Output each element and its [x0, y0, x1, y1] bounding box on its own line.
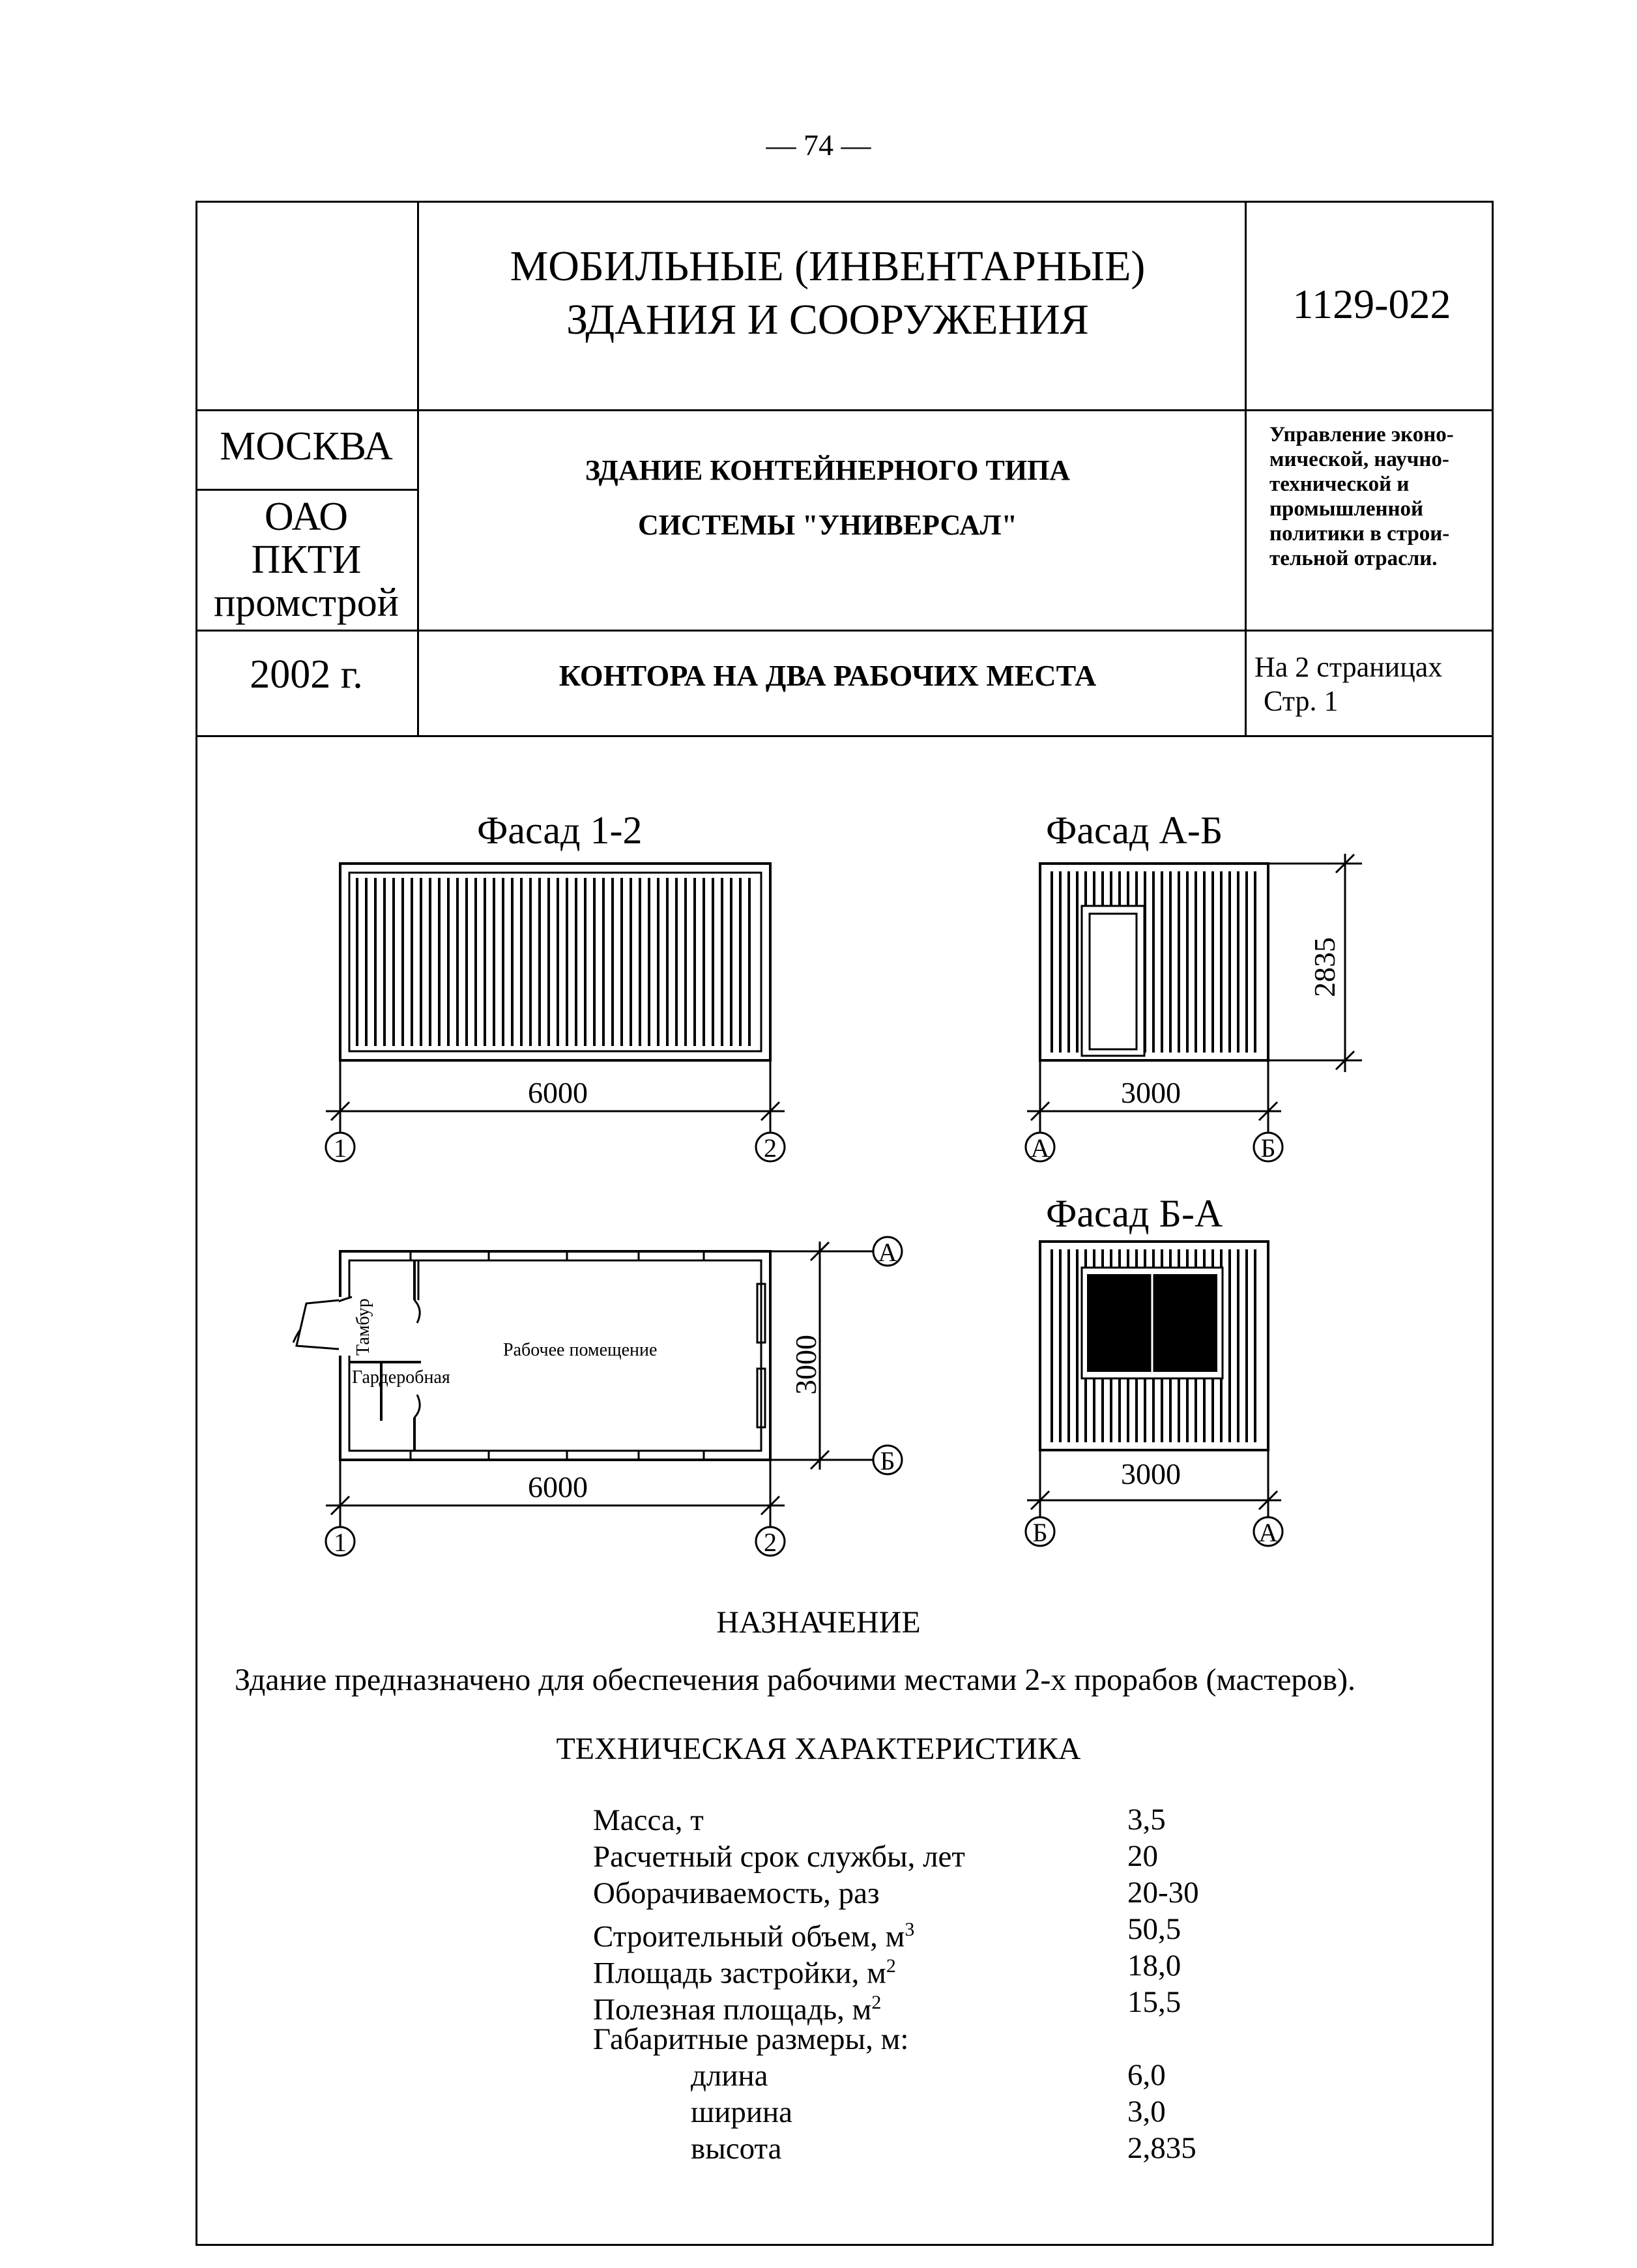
- facade-b-a: [1026, 1242, 1282, 1546]
- mgmt-line: технической и: [1269, 472, 1410, 496]
- mgmt-line: промышленной: [1269, 497, 1424, 521]
- spec-value: 18,0: [1127, 1949, 1181, 1983]
- spec-label: Площадь застройки, $м^2$: [593, 1955, 896, 1990]
- dim-6000-facade: 6000: [528, 1076, 588, 1109]
- document-code: 1129-022: [1292, 281, 1451, 327]
- spec-label: Расчетный срок службы, лет: [593, 1840, 965, 1874]
- tech-title: ТЕХНИЧЕСКАЯ ХАРАКТЕРИСТИКА: [556, 1732, 1081, 1766]
- spec-label: высота: [691, 2132, 782, 2166]
- facade-a-b: [1026, 854, 1362, 1161]
- spec-label: Оборачиваемость, раз: [593, 1876, 880, 1910]
- dim-2835: 2835: [1308, 937, 1341, 997]
- building-line-1: ЗДАНИЕ КОНТЕЙНЕРНОГО ТИПА: [585, 454, 1071, 486]
- axis-b-label: Б: [1260, 1133, 1276, 1163]
- pages-count: На 2 страницах: [1254, 651, 1443, 683]
- dim-6000-plan: 6000: [528, 1470, 588, 1504]
- axis-b-label-ba: Б: [1032, 1518, 1048, 1547]
- org-line-2: ПКТИ: [251, 538, 362, 582]
- mgmt-line: Управление эконо-: [1269, 423, 1454, 446]
- axis-a-label: А: [1030, 1133, 1050, 1163]
- room-wardrobe: Гардеробная: [352, 1367, 450, 1388]
- spec-value: 20: [1127, 1839, 1158, 1873]
- room-tambur: Тамбур: [353, 1298, 373, 1356]
- city: МОСКВА: [220, 424, 393, 469]
- mgmt-line: мической, научно-: [1269, 448, 1449, 471]
- spec-value: 20-30: [1127, 1876, 1199, 1910]
- title-line-2: ЗДАНИЯ И СООРУЖЕНИЯ: [566, 296, 1089, 343]
- mgmt-line: тельной отрасли.: [1269, 547, 1438, 570]
- spec-value: 3,0: [1127, 2095, 1166, 2129]
- page-number: — 74 —: [766, 128, 871, 162]
- page-index: Стр. 1: [1264, 685, 1339, 717]
- room-work: Рабочее помещение: [503, 1340, 658, 1360]
- mgmt-line: политики в строи-: [1269, 522, 1450, 545]
- spec-label: ширина: [691, 2095, 793, 2129]
- purpose-text: Здание предназначено для обеспечения рабочими местами 2-х прорабов (мастеров).: [235, 1663, 1356, 1697]
- spec-value: 50,5: [1127, 1912, 1181, 1946]
- axis-1-label-plan: 1: [334, 1528, 347, 1557]
- facade-b-a-label: Фасад Б-А: [1046, 1192, 1223, 1235]
- office-title: КОНТОРА НА ДВА РАБОЧИХ МЕСТА: [558, 659, 1097, 692]
- axis-1-label: 1: [334, 1133, 347, 1163]
- dim-3000-facade-ab: 3000: [1121, 1076, 1181, 1109]
- spec-label: длина: [691, 2059, 768, 2093]
- axis-2-label: 2: [764, 1133, 777, 1163]
- spec-label: Габаритные размеры, м:: [593, 2022, 909, 2056]
- axis-2-label-plan: 2: [764, 1528, 777, 1557]
- axis-b-label-plan: Б: [880, 1446, 895, 1476]
- org-line-1: ОАО: [264, 495, 349, 539]
- axis-a-label-ba: А: [1258, 1518, 1278, 1547]
- spec-value: 6,0: [1127, 2058, 1166, 2092]
- purpose-title: НАЗНАЧЕНИЕ: [716, 1605, 921, 1640]
- building-line-2: СИСТЕМЫ "УНИВЕРСАЛ": [637, 509, 1018, 541]
- floor-plan: [293, 1237, 902, 1556]
- spec-value: 2,835: [1127, 2131, 1196, 2165]
- spec-label: Строительный объем, $м^3$: [593, 1919, 915, 1954]
- spec-value: 15,5: [1127, 1985, 1181, 2019]
- spec-value: 3,5: [1127, 1803, 1166, 1837]
- facade-1-2-label: Фасад 1-2: [477, 809, 643, 852]
- org-line-3: промстрой: [214, 581, 399, 625]
- facade-1-2: [326, 864, 785, 1161]
- spec-label: Масса, т: [593, 1803, 704, 1837]
- dim-3000-facade-ba: 3000: [1121, 1457, 1181, 1490]
- dim-3000-plan: 3000: [789, 1335, 822, 1395]
- spec-label: Полезная площадь, $м^2$: [593, 1992, 882, 2027]
- axis-a-label-plan: А: [878, 1238, 897, 1267]
- title-line-1: МОБИЛЬНЫЕ (ИНВЕНТАРНЫЕ): [510, 242, 1146, 290]
- facade-a-b-label: Фасад А-Б: [1046, 809, 1223, 852]
- year: 2002 г.: [250, 652, 363, 697]
